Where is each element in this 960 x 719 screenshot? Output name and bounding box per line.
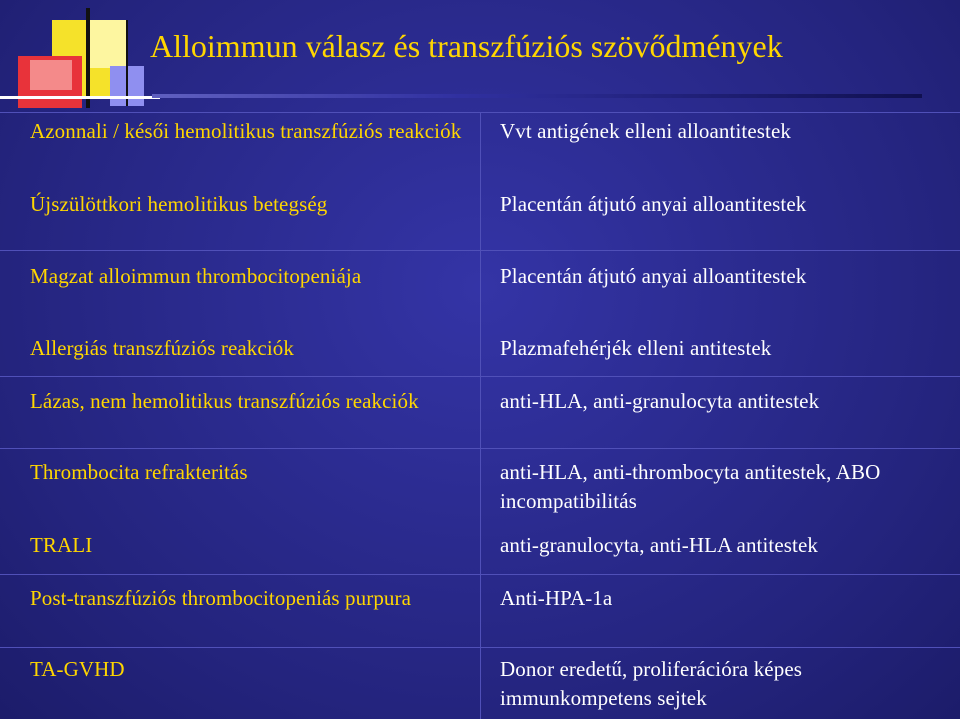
right-cell: anti-HLA, anti-thrombocyta antitestek, ABO incompatibilitás [500, 460, 881, 513]
right-cell: Placentán átjutó anyai alloantitestek [500, 264, 807, 288]
left-cell: Magzat alloimmun thrombocitopeniája [30, 264, 362, 288]
left-cell: Azonnali / késői hemolitikus transzfúziós reakciók [30, 119, 462, 143]
decorative-logo [0, 0, 160, 110]
logo-vertical-line-thin [126, 20, 128, 106]
left-cell: Újszülöttkori hemolitikus betegség [30, 192, 328, 216]
right-cell: Vvt antigének elleni alloantitestek [500, 119, 791, 143]
logo-horizontal-line [0, 96, 160, 99]
right-cell: anti-HLA, anti-granulocyta antitestek [500, 389, 820, 413]
column-divider [480, 112, 481, 719]
logo-yellow-highlight [90, 20, 126, 68]
right-cell: Anti-HPA-1a [500, 586, 613, 610]
title-underline [152, 94, 922, 98]
logo-red-highlight [30, 60, 72, 90]
left-cell: Allergiás transzfúziós reakciók [30, 336, 294, 360]
right-cell: anti-granulocyta, anti-HLA antitestek [500, 533, 819, 557]
right-cell: Placentán átjutó anyai alloantitestek [500, 192, 807, 216]
left-cell: TRALI [30, 533, 93, 557]
logo-vertical-line [86, 8, 90, 108]
left-cell: Thrombocita refrakteritás [30, 460, 248, 484]
right-cell: Plazmafehérjék elleni antitestek [500, 336, 772, 360]
page-title: Alloimmun válasz és transzfúziós szövődmények [150, 28, 783, 64]
left-cell: TA-GVHD [30, 657, 125, 681]
left-cell: Lázas, nem hemolitikus transzfúziós reakciók [30, 389, 419, 413]
right-cell: Donor eredetű, proliferációra képes immunkompetens sejtek [500, 657, 803, 710]
left-cell: Post-transzfúziós thrombocitopeniás purpura [30, 586, 412, 610]
